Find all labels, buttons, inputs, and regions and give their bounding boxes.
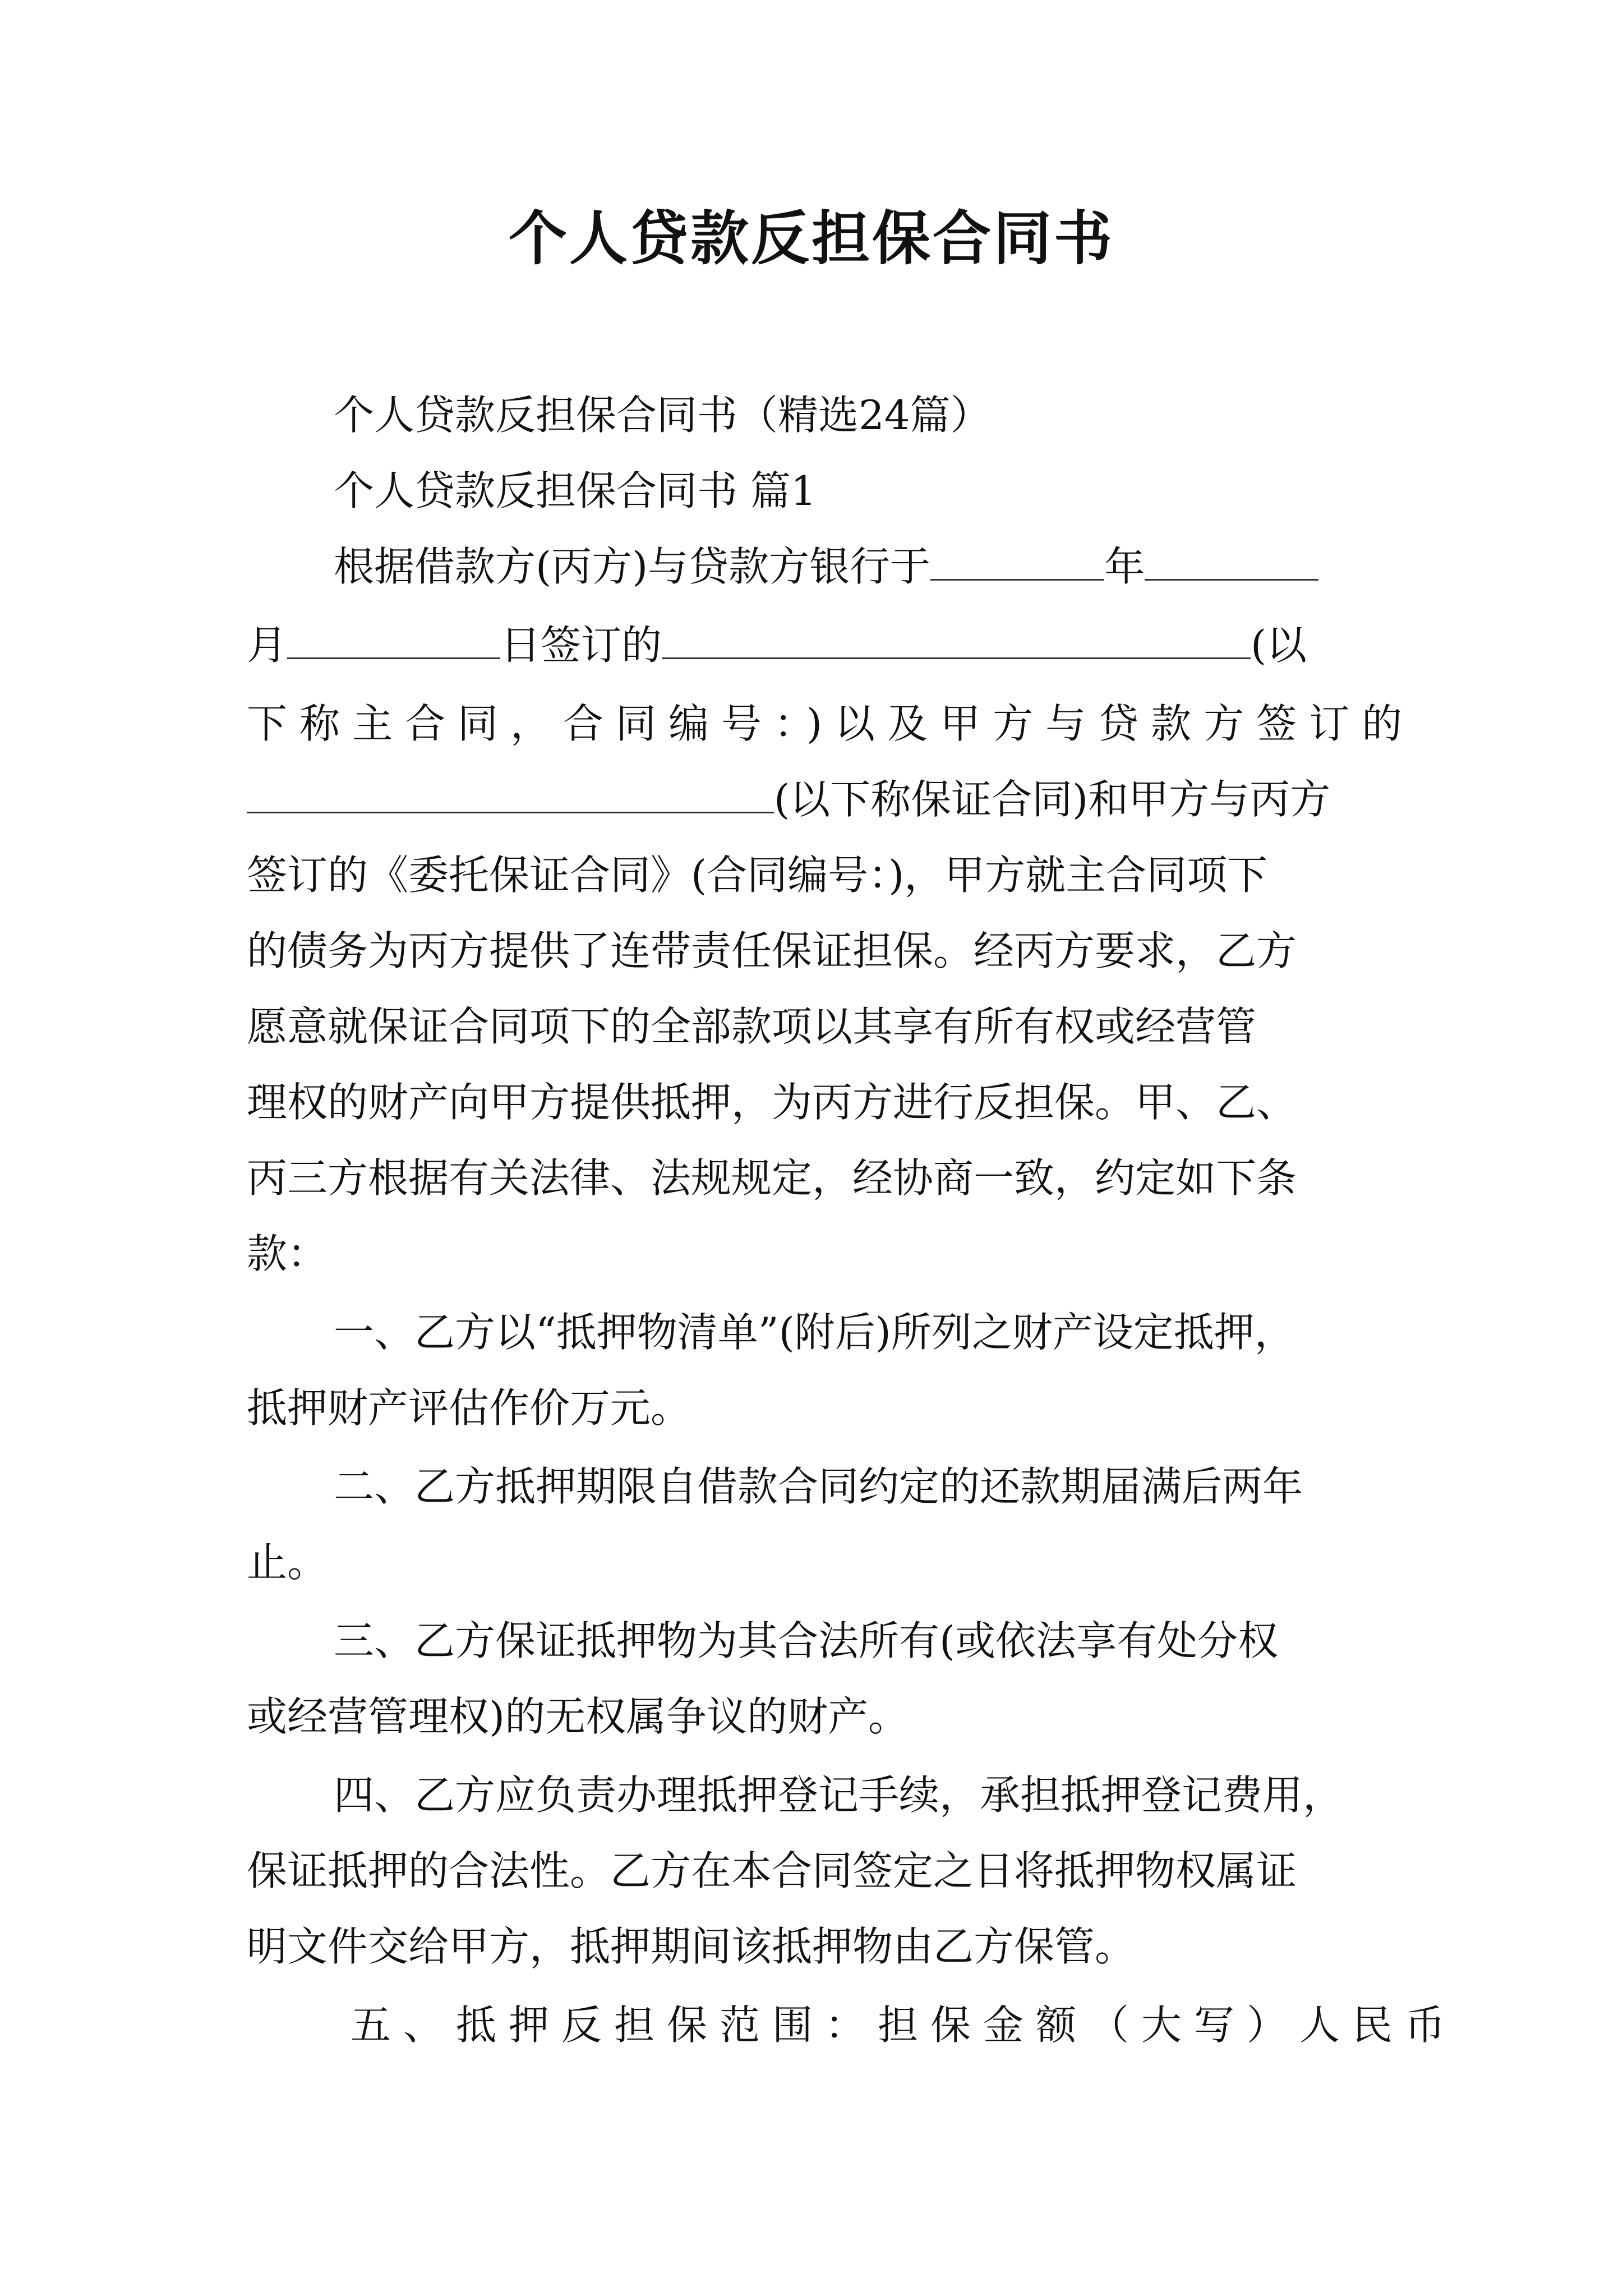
paragraph-line: 下称主合同，合同编号：)以及甲方与贷款方签订的 (247, 700, 1415, 747)
section-heading: 个人贷款反担保合同书 篇1 (334, 467, 817, 514)
text-segment: 年 (1104, 543, 1145, 590)
text-segment: 日签订的 (500, 622, 662, 669)
paragraph-line: 丙三方根据有关法律、法规规定，经协商一致，约定如下条 (247, 1154, 1297, 1202)
paragraph-line: 理权的财产向甲方提供抵押，为丙方进行反担保。甲、乙、 (247, 1079, 1297, 1126)
paragraph-line (334, 539, 1318, 595)
clause-4-line: 保证抵押的合法性。乙方在本合同签定之日将抵押物权属证 (247, 1847, 1297, 1894)
clause-2-line: 止。 (247, 1539, 328, 1586)
paragraph-line: 愿意就保证合同项下的全部款项以其享有所有权或经营管 (247, 1003, 1257, 1050)
paragraph-line (247, 771, 1330, 827)
clause-3-line: 或经营管理权)的无权属争议的财产。 (247, 1693, 909, 1740)
fill-in-blank-day (287, 617, 500, 659)
fill-in-blank-month (1145, 539, 1318, 581)
text-segment: 月 (247, 622, 288, 669)
fill-in-blank-contract (662, 617, 1251, 659)
fill-in-blank-year (930, 539, 1104, 581)
document-subtitle: 个人贷款反担保合同书（精选24篇） (334, 392, 991, 439)
clause-1-line: 一、乙方以“抵押物清单”(附后)所列之财产设定抵押， (334, 1309, 1295, 1356)
paragraph-line (247, 617, 1307, 673)
text-segment: 根据借款方(丙方)与贷款方银行于 (334, 543, 931, 590)
clause-4-line: 明文件交给甲方，抵押期间该抵押物由乙方保管。 (247, 1923, 1136, 1970)
clause-1-line: 抵押财产评估作价万元。 (247, 1384, 691, 1432)
paragraph-line: 的债务为丙方提供了连带责任保证担保。经丙方要求，乙方 (247, 927, 1297, 974)
clause-5-line: 五、抵押反担保范围：担保金额（大写）人民币 (351, 2001, 1458, 2049)
clause-3-line: 三、乙方保证抵押物为其合法所有(或依法享有处分权 (334, 1617, 1279, 1664)
clause-2-line: 二、乙方抵押期限自借款合同约定的还款期届满后两年 (334, 1463, 1303, 1510)
paragraph-line: 款： (247, 1230, 328, 1277)
fill-in-blank-guarantee-contract (247, 771, 774, 813)
paragraph-line: 签订的《委托保证合同》(合同编号：)，甲方就主合同项下 (247, 852, 1268, 899)
text-segment: (以下称保证合同)和甲方与丙方 (774, 776, 1331, 823)
clause-4-line: 四、乙方应负责办理抵押登记手续，承担抵押登记费用， (334, 1772, 1344, 1819)
document-title: 个人贷款反担保合同书 (508, 204, 1114, 273)
text-segment: (以 (1251, 622, 1307, 669)
